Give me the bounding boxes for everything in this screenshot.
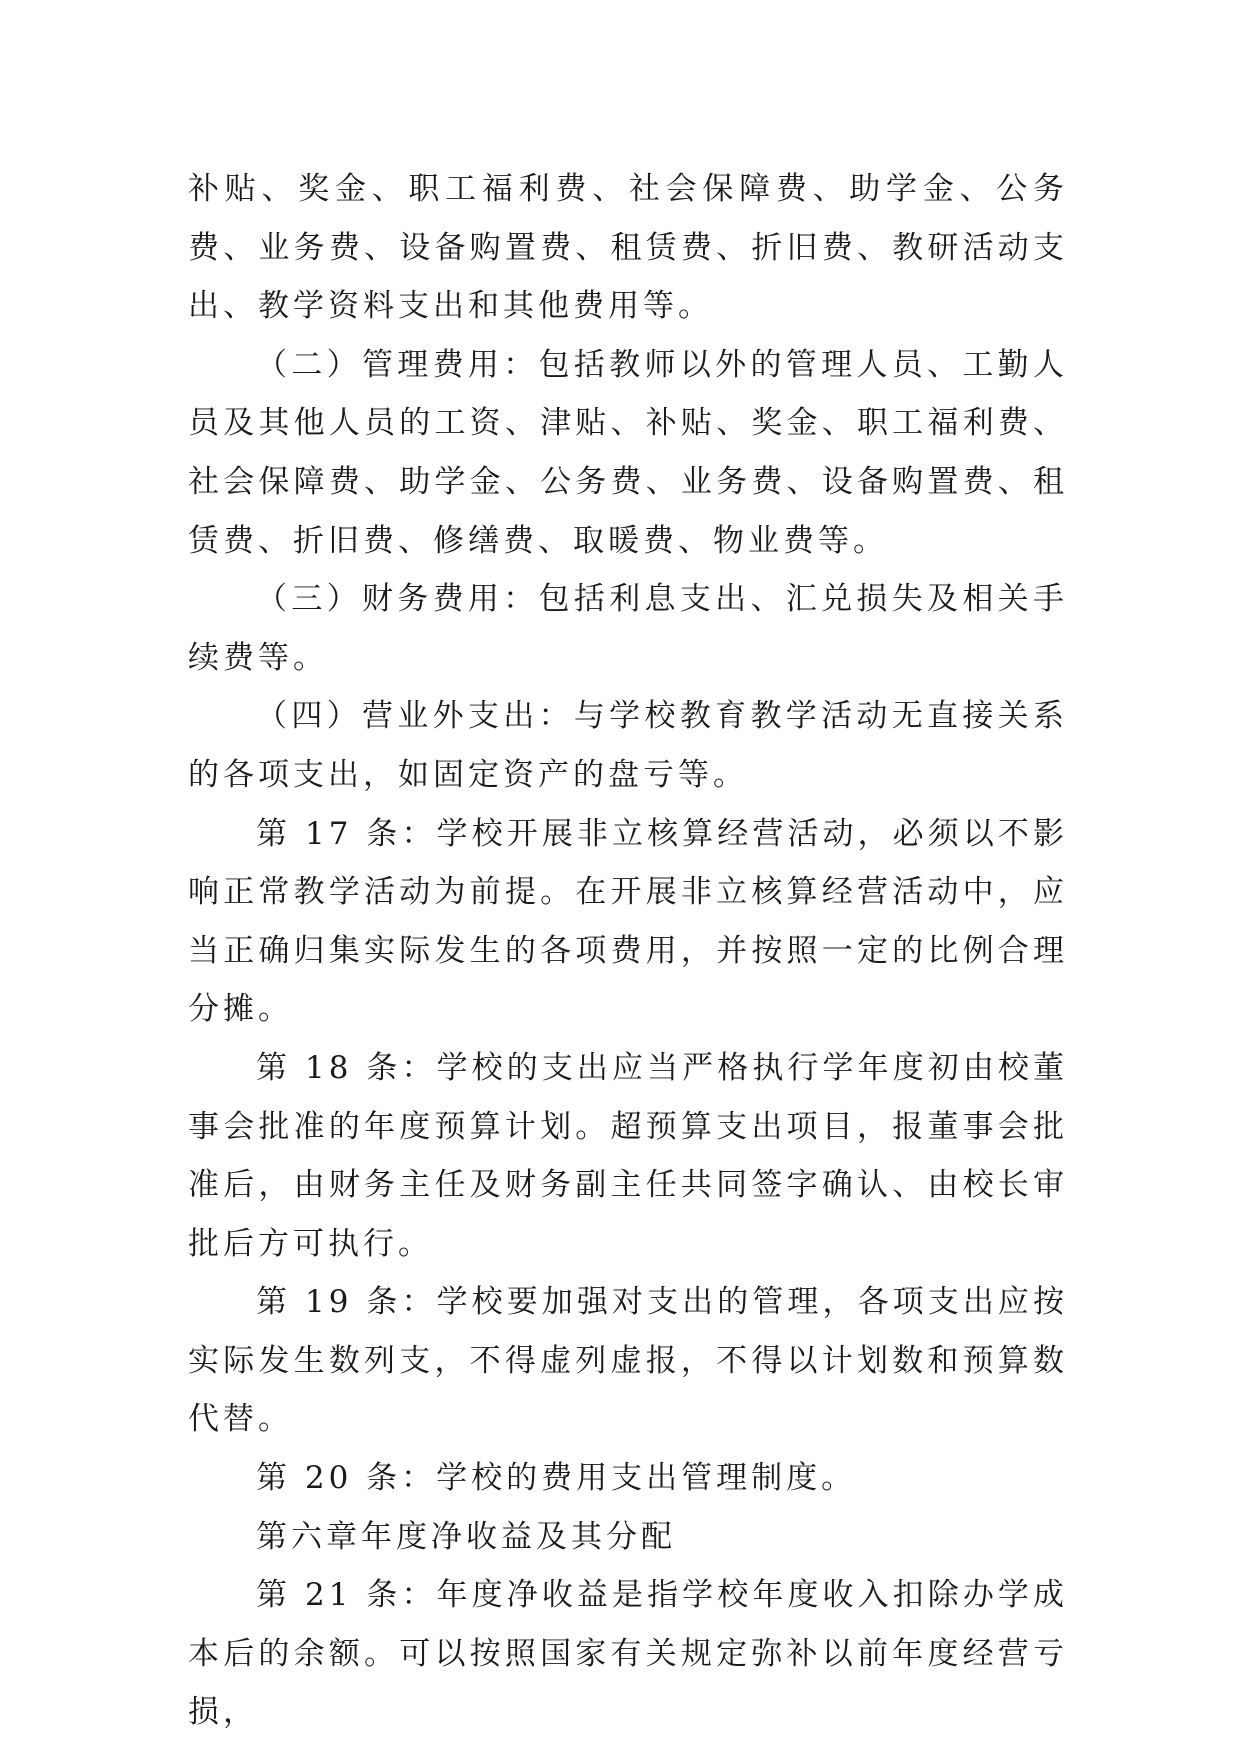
paragraph-financial-costs: （三）财务费用：包括利息支出、汇兑损失及相关手续费等。 [188,581,1068,676]
paragraph-article-19: 第 19 条：学校要加强对支出的管理，各项支出应按实际发生数列支，不得虚列虚报，不得以计划数和预算数代替。 [188,1284,1068,1438]
paragraph-management-costs: （二）管理费用：包括教师以外的管理人员、工勤人员及其他人员的工资、津贴、补贴、奖金、职工福利费、社会保障费、助学金、公务费、业务费、设备购置费、租赁费、折旧费、修缮费、取暖费、物业费等。 [188,346,1068,559]
paragraph-continuation: 补贴、奖金、职工福利费、社会保障费、助学金、公务费、业务费、设备购置费、租赁费、折旧费、教研活动支出、教学资料支出和其他费用等。 [188,171,1068,325]
chapter-6-heading: 第六章年度净收益及其分配 [256,1518,676,1555]
document-body [188,160,1068,1742]
paragraph-article-21: 第 21 条：年度净收益是指学校年度收入扣除办学成本后的余额。可以按照国家有关规定弥补以前年度经营亏损， [188,1577,1068,1731]
paragraph-non-operating-expenses: （四）营业外支出：与学校教育教学活动无直接关系的各项支出，如固定资产的盘亏等。 [188,698,1068,793]
paragraph-article-18: 第 18 条：学校的支出应当严格执行学年度初由校董事会批准的年度预算计划。超预算支出项目，报董事会批准后，由财务主任及财务副主任共同签字确认、由校长审批后方可执行。 [188,1049,1068,1262]
paragraph-article-20: 第 20 条：学校的费用支出管理制度。 [256,1460,857,1497]
paragraph-article-17: 第 17 条：学校开展非立核算经营活动，必须以不影响正常教学活动为前提。在开展非立核算经营活动中，应当正确归集实际发生的各项费用，并按照一定的比例合理分摊。 [188,815,1068,1028]
